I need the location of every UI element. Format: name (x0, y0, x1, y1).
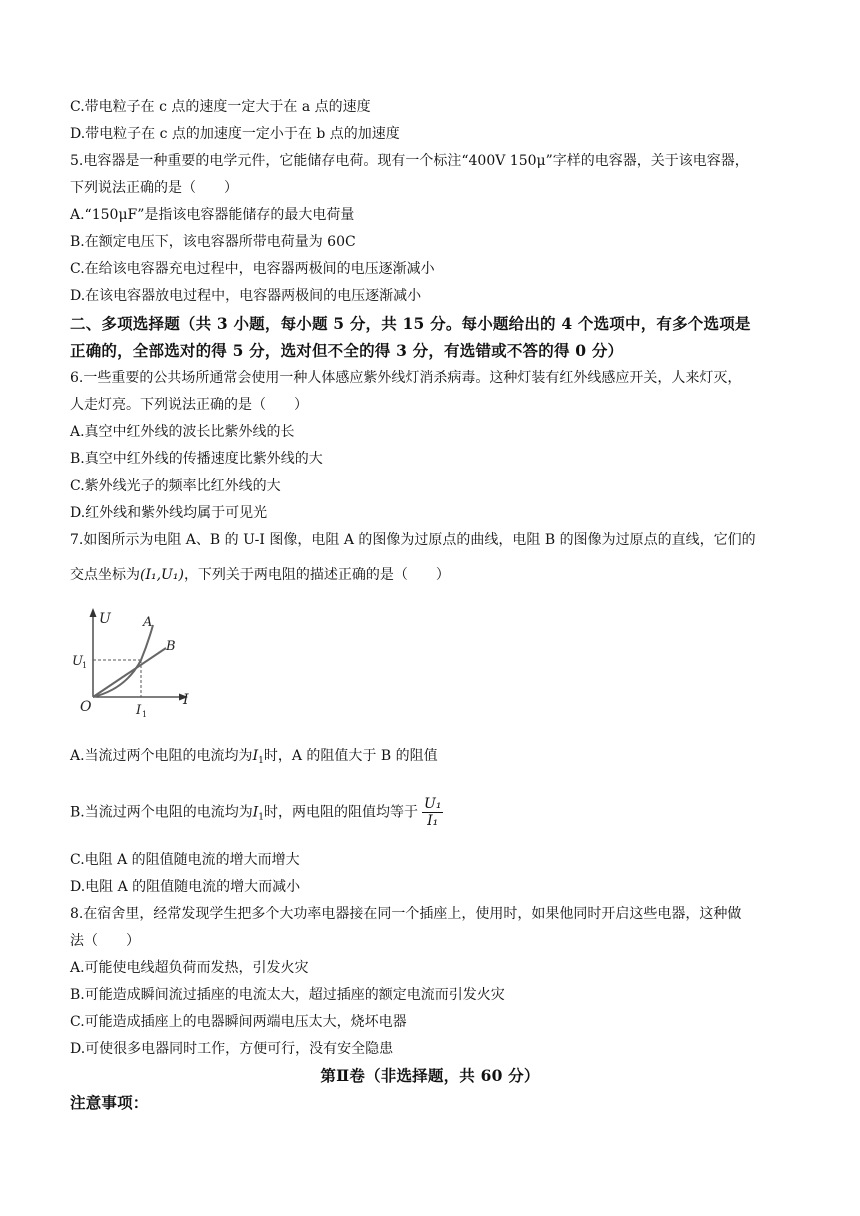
q7-stem-line2 (70, 565, 450, 585)
q7-option-d: D.电阻 A 的阻值随电流的增大而减小 (70, 879, 301, 895)
q5-stem-line2: 下列说法正确的是（ ） (70, 180, 238, 196)
q6-stem-line1: 6.一些重要的公共场所通常会使用一种人体感应紫外线灯消杀病毒。这种灯装有红外线感应开关，人来灯灭， (70, 370, 742, 386)
q7-option-b-current: I (252, 804, 259, 821)
section2-heading-line1: 二、多项选择题（共 3 小题，每小题 5 分，共 15 分。每小题给出的 4 个选项中，有多个选项是 (70, 314, 751, 333)
line-q4-option-d: D.带电粒子在 c 点的加速度一定小于在 b 点的加速度 (70, 126, 400, 142)
q6-option-b: B.真空中红外线的传播速度比紫外线的大 (70, 451, 323, 467)
q7-option-c: C.电阻 A 的阻值随电流的增大而增大 (70, 852, 300, 868)
q7-stem-suffix: ，下列关于两电阻的描述正确的是（ ） (183, 567, 450, 583)
q8-option-a: A.可能使电线超负荷而发热，引发火灾 (70, 960, 309, 976)
q7-option-a-current: I (252, 748, 259, 764)
axis-u-label: U (99, 611, 111, 627)
curve-b-label: B (166, 639, 176, 654)
q7-option-b (70, 796, 443, 829)
q7-option-b-fraction (422, 796, 443, 829)
part2-title: 第Ⅱ卷（非选择题，共 60 分） (320, 1066, 540, 1085)
q7-option-b-suffix: 时，两电阻的阻值均等于 (264, 804, 419, 821)
q7-option-a (70, 746, 438, 771)
q7-stem-line1: 7.如图所示为电阻 A、B 的 U-I 图像，电阻 A 的图像为过原点的曲线，电阻 B 的图像为过原点的直线，它们的 (70, 532, 756, 548)
q5-option-b: B.在额定电压下，该电容器所带电荷量为 60C (70, 234, 356, 250)
curve-b-line (93, 648, 166, 697)
q7-option-a-prefix: A.当流过两个电阻的电流均为 (70, 748, 253, 764)
q6-option-a: A.真空中红外线的波长比紫外线的长 (70, 424, 295, 440)
origin-label: O (80, 699, 92, 715)
q5-option-a: A.“150μF”是指该电容器能储存的最大电荷量 (70, 207, 355, 223)
u1-label: U (72, 654, 83, 669)
q7-stem-prefix: 交点坐标为 (70, 567, 140, 583)
q7-option-b-subscript: 1 (258, 812, 265, 823)
q8-stem-line2: 法（ ） (70, 933, 140, 949)
q8-option-c: C.可能造成插座上的电器瞬间两端电压太大，烧坏电器 (70, 1014, 407, 1030)
curve-a-label: A (143, 615, 153, 630)
i1-label: I (136, 703, 142, 718)
u1-subscript: 1 (82, 661, 88, 670)
q7-option-a-subscript: 1 (258, 756, 264, 766)
q8-option-b: B.可能造成瞬间流过插座的电流太大，超过插座的额定电流而引发火灾 (70, 987, 505, 1003)
q6-option-c: C.紫外线光子的频率比红外线的大 (70, 478, 281, 494)
q7-intersection-coordinate: (I₁,U₁) (140, 567, 184, 583)
q8-option-d: D.可使很多电器同时工作，方便可行，没有安全隐患 (70, 1041, 394, 1057)
q6-stem-line2: 人走灯亮。下列说法正确的是（ ） (70, 397, 308, 413)
q5-option-c: C.在给该电容器充电过程中，电容器两极间的电压逐渐减小 (70, 261, 435, 277)
fraction-numerator: U₁ (424, 796, 442, 812)
i1-subscript: 1 (142, 710, 148, 719)
q6-option-d: D.红外线和紫外线均属于可见光 (70, 505, 268, 521)
u-axis-arrow (90, 608, 97, 617)
notes-heading: 注意事项： (70, 1093, 149, 1112)
line-q4-option-c: C.带电粒子在 c 点的速度一定大于在 a 点的速度 (70, 99, 371, 115)
q5-option-d: D.在该电容器放电过程中，电容器两极间的电压逐渐减小 (70, 288, 422, 304)
q8-stem-line1: 8.在宿舍里，经常发现学生把多个大功率电器接在同一个插座上，使用时，如果他同时开启这些电器，这种做 (70, 906, 742, 922)
fraction-denominator: I₁ (427, 813, 439, 829)
ui-graph (66, 605, 196, 725)
section2-heading-line2: 正确的，全部选对的得 5 分，选对但不全的得 3 分，有选错或不答的得 0 分） (70, 341, 624, 360)
q5-stem-line1: 5.电容器是一种重要的电学元件，它能储存电荷。现有一个标注“400V 150μ”字样的电容器，关于该电容器， (70, 153, 749, 169)
q7-option-a-suffix: 时，A 的阻值大于 B 的阻值 (263, 748, 438, 764)
q7-option-b-prefix: B.当流过两个电阻的电流均为 (70, 804, 253, 821)
axis-i-label: I (183, 692, 189, 708)
curve-a-line (93, 625, 153, 697)
